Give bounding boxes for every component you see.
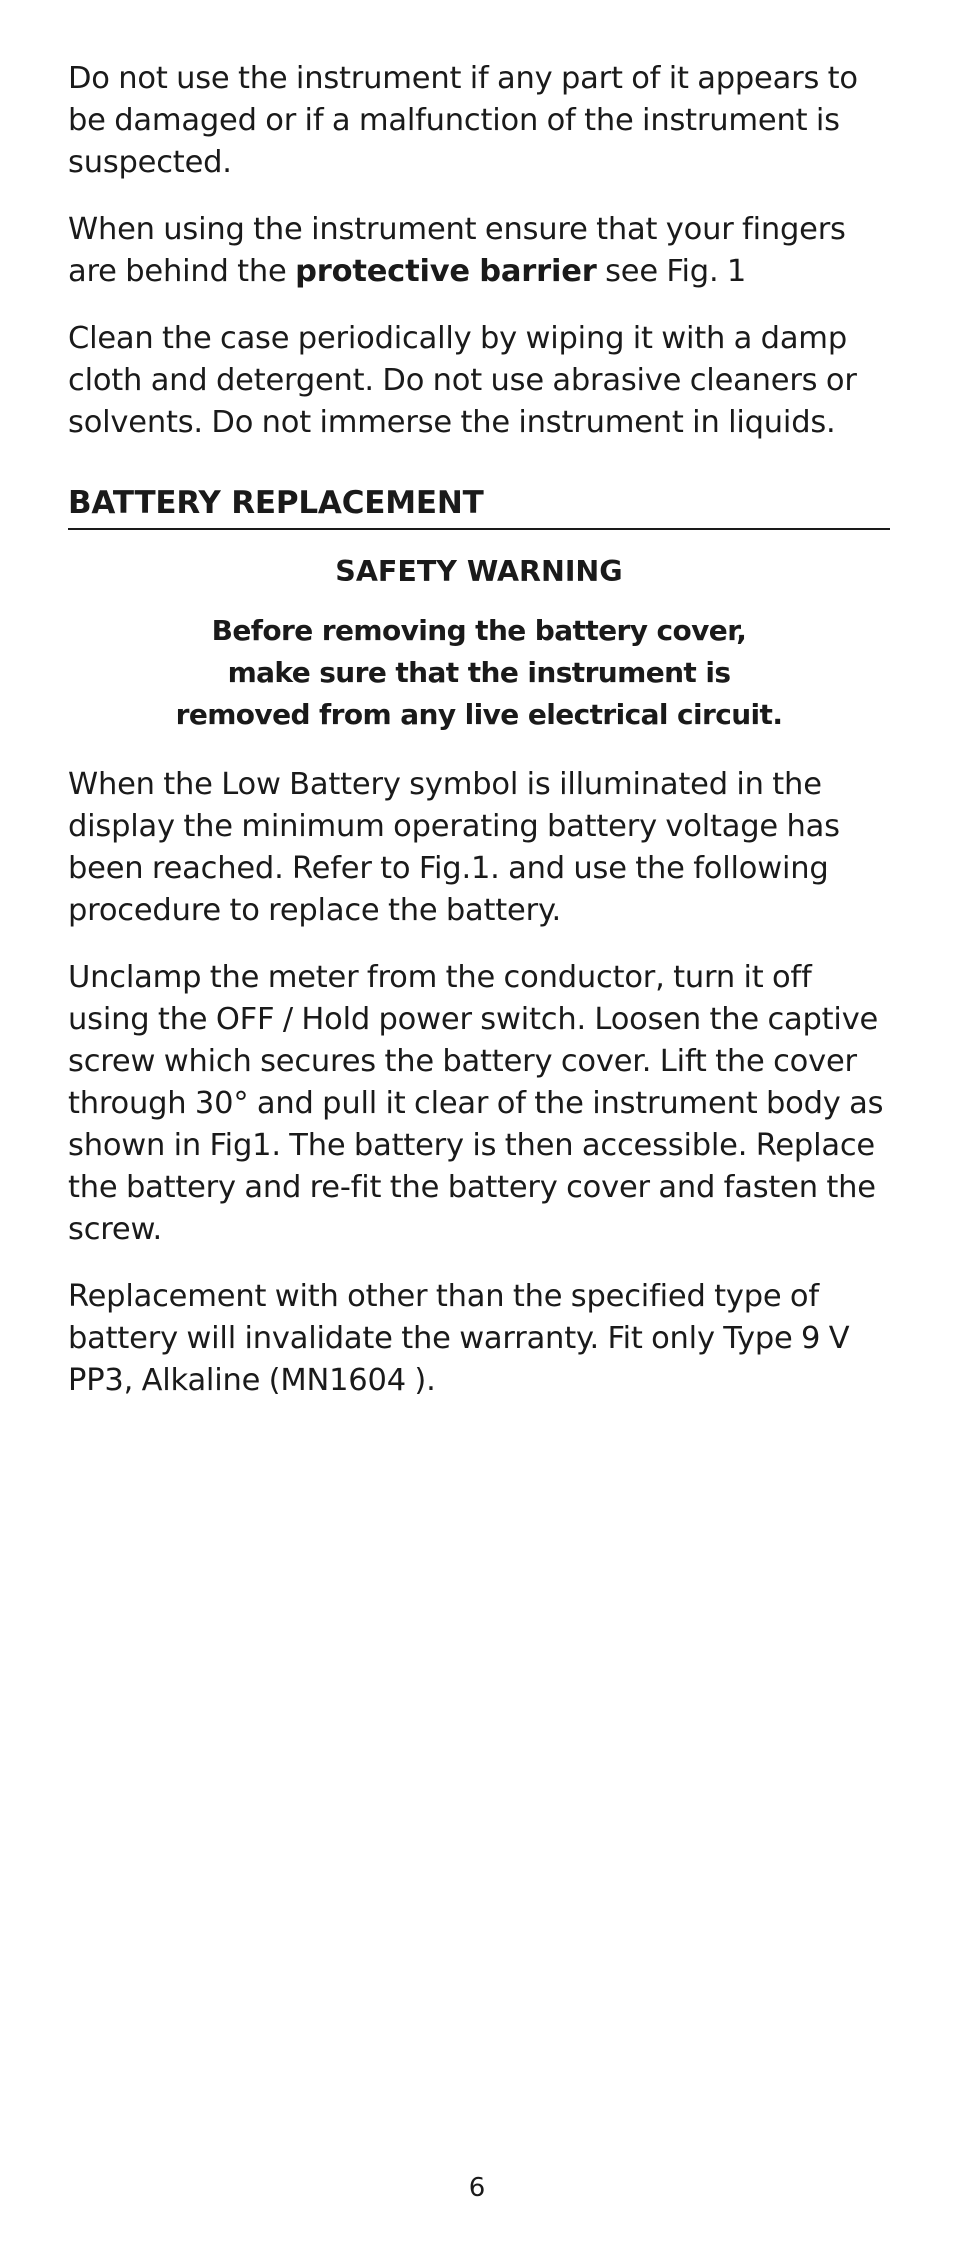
manual-page xyxy=(68,58,890,1427)
replacement-procedure-paragraph: Unclamp the meter from the conductor, turn it off using the OFF / Hold power switch. Loosen the captive screw which secures the battery cover. Lift the cover through 30° and pull it clear of the instrument body as shown in Fig1. The battery is then accessible. Replace the battery and re-fit the battery cover and fasten the screw. xyxy=(68,960,884,1247)
damage-warning-paragraph: Do not use the instrument if any part of it appears to be damaged or if a malfunction of the instrument is suspected. xyxy=(68,61,858,180)
battery-replacement-heading: BATTERY REPLACEMENT xyxy=(68,482,890,530)
page-number: 6 xyxy=(468,2173,486,2203)
safety-warning-line: removed from any live electrical circuit. xyxy=(175,698,783,731)
safety-warning-block xyxy=(68,552,890,736)
cleaning-paragraph: Clean the case periodically by wiping it with a damp cloth and detergent. Do not use abrasive cleaners or solvents. Do not immerse the instrument in liquids. xyxy=(68,321,857,440)
safety-warning-title: SAFETY WARNING xyxy=(335,555,623,588)
battery-type-paragraph: Replacement with other than the specified type of battery will invalidate the warranty. Fit only Type 9 V PP3, Alkaline (MN1604 ). xyxy=(68,1279,850,1398)
safety-warning-line: Before removing the battery cover, xyxy=(211,614,747,647)
safety-warning-text xyxy=(68,610,890,736)
protective-barrier-paragraph xyxy=(68,209,890,293)
safety-warning-line: make sure that the instrument is xyxy=(227,656,731,689)
protective-barrier-term: protective barrier xyxy=(295,254,597,289)
barrier-text-before: When using the instrument ensure that your fingers are behind the xyxy=(68,212,846,289)
barrier-text-after: see Fig. 1 xyxy=(596,254,747,289)
low-battery-paragraph: When the Low Battery symbol is illuminated in the display the minimum operating battery voltage has been reached. Refer to Fig.1. and use the following procedure to replace the battery. xyxy=(68,767,840,928)
